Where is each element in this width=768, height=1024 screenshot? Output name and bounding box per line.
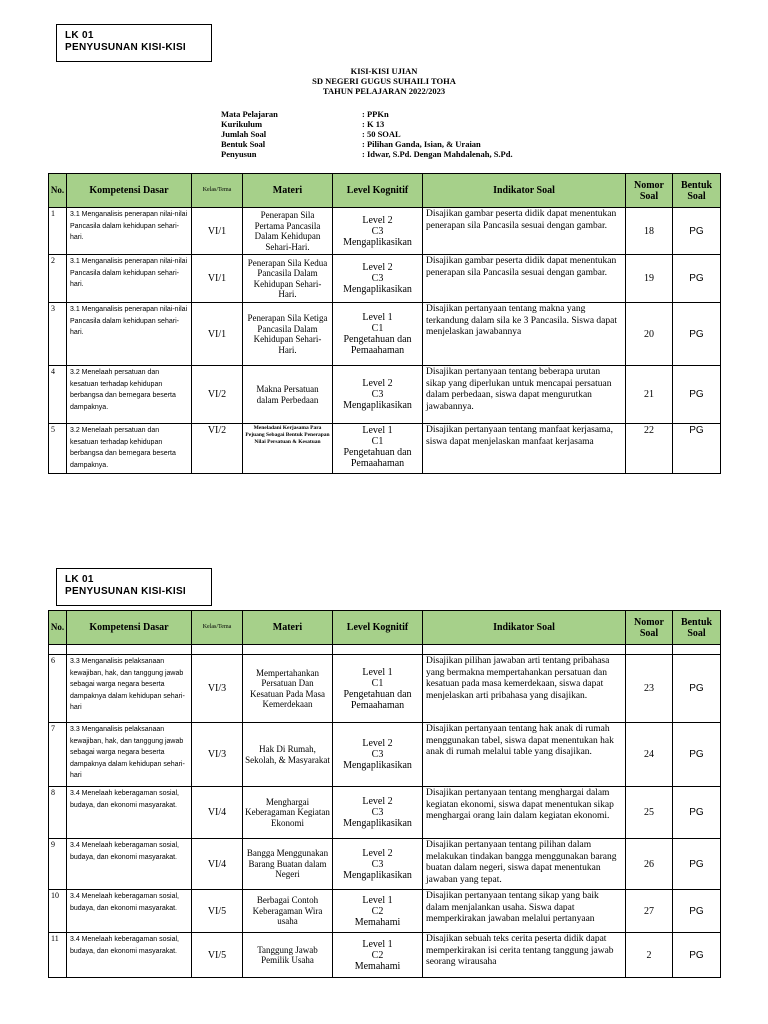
cell-bentuk-soal: PG (673, 255, 721, 303)
level-line: C3 (371, 749, 384, 760)
header-indikator-soal: Indikator Soal (423, 611, 626, 645)
cell-materi: Mempertahankan Persatuan Dan Kesatuan Pada Masa Kemerdekaan (243, 655, 333, 723)
header-materi: Materi (243, 174, 333, 208)
header-nomor-soal: Nomor Soal (626, 611, 673, 645)
cell-bentuk-soal: PG (673, 303, 721, 366)
cell-materi: Bangga Menggunakan Barang Buatan dalam Negeri (243, 839, 333, 890)
level-line: Pengetahuan dan Pemaahaman (343, 688, 412, 711)
meta-value: : Pilihan Ganda, Isian, & Uraian (362, 139, 481, 149)
level-line: Memahami (354, 960, 401, 972)
cell-materi: Tanggung Jawab Pemilik Usaha (243, 933, 333, 978)
table-row (49, 303, 721, 366)
cell-kelas-tema: VI/5 (192, 890, 243, 933)
cell-nomor-soal: 21 (626, 366, 673, 424)
level-line: Level 1 (362, 938, 393, 950)
level-line: Pengetahuan dan Pemaahaman (343, 334, 412, 356)
cell-kompetensi-dasar: 3.4 Menelaah keberagaman sosial, budaya, dan ekonomi masyarakat. (67, 839, 192, 890)
cell-kompetensi-dasar: 3.2 Menelaah persatuan dan kesatuan terhadap kehidupan berbangsa dan bernegara beserta dampaknya. (67, 424, 192, 474)
cell-level-kognitif (333, 655, 423, 723)
cell-nomor-soal: 24 (626, 723, 673, 787)
table-row (49, 933, 721, 978)
cell-level-kognitif (333, 787, 423, 839)
cell-level-kognitif (333, 303, 423, 366)
cell-no: 7 (49, 723, 67, 787)
cell-level-kognitif (333, 208, 423, 255)
kisi-table-2 (48, 610, 721, 978)
cell-kelas-tema: VI/5 (192, 933, 243, 978)
kisi-table-1 (48, 173, 721, 474)
cell-nomor-soal: 23 (626, 655, 673, 723)
table-row (49, 208, 721, 255)
document-meta (221, 109, 513, 159)
table-row (49, 787, 721, 839)
meta-value: : PPKn (362, 109, 389, 119)
cell-no: 5 (49, 424, 67, 474)
level-line: Mengaplikasikan (343, 869, 412, 881)
cell-nomor-soal: 22 (626, 424, 673, 474)
title-line: SD NEGERI GUGUS SUHAILI TOHA (312, 76, 456, 86)
meta-value: : 50 SOAL (362, 129, 401, 139)
level-line: Pengetahuan dan Pemaahaman (343, 447, 412, 469)
level-line: C3 (371, 807, 384, 818)
cell-bentuk-soal: PG (673, 208, 721, 255)
cell-kelas-tema: VI/3 (192, 723, 243, 787)
title-line: TAHUN PELAJARAN 2022/2023 (322, 86, 446, 96)
cell-indikator-soal: Disajikan gambar peserta didik dapat menentukan penerapan sila Pancasila sesuai dengan gambar. (423, 208, 626, 255)
meta-key: Mata Pelajaran (221, 109, 278, 119)
meta-value: : K 13 (362, 119, 385, 129)
table-row (49, 723, 721, 787)
cell-no: 2 (49, 255, 67, 303)
cell-no: 3 (49, 303, 67, 366)
header-nomor-soal: Nomor Soal (626, 174, 673, 208)
cell-no: 10 (49, 890, 67, 933)
cell-bentuk-soal: PG (673, 655, 721, 723)
cell-materi: Meneladani Kerjasama Para Pejuang Sebagai Bentuk Penerapan Nilai Persatuan & Kesatuan (243, 424, 333, 474)
level-line: C3 (371, 273, 384, 284)
cell-kompetensi-dasar: 3.1 Menganalisis penerapan nilai-nilai Pancasila dalam kehidupan sehari-hari. (67, 303, 192, 366)
cell-materi: Penerapan Sila Ketiga Pancasila Dalam Kehidupan Sehari-Hari. (243, 303, 333, 366)
level-line: Memahami (354, 916, 401, 928)
cell-indikator-soal: Disajikan pertanyaan tentang menghargai dalam kegiatan ekonomi, siswa dapat menentukan sikap menghargai orang lain dalam kegiatan ekonomi. (423, 787, 626, 839)
cell-nomor-soal: 2 (626, 933, 673, 978)
meta-row (221, 149, 513, 159)
lk-title: PENYUSUNAN KISI-KISI (65, 586, 187, 597)
level-line: Mengaplikasikan (343, 400, 412, 411)
header-kelas-tema: Kelas/Tema (192, 611, 243, 645)
cell-indikator-soal: Disajikan gambar peserta didik dapat menentukan penerapan sila Pancasila sesuai dengan gambar. (423, 255, 626, 303)
cell-nomor-soal: 19 (626, 255, 673, 303)
header-kompetensi-dasar: Kompetensi Dasar (67, 174, 192, 208)
cell-kompetensi-dasar: 3.3 Menganalisis pelaksanaan kewajiban, hak, dan tanggung jawab sebagai warga negara beserta dampaknya dalam kehidupan sehari-hari (67, 655, 192, 723)
cell-kompetensi-dasar: 3.1 Menganalisis penerapan nilai-nilai Pancasila dalam kehidupan sehari-hari. (67, 208, 192, 255)
cell-kompetensi-dasar: 3.3 Menganalisis pelaksanaan kewajiban, hak, dan tanggung jawab sebagai warga negara beserta dampaknya dalam kehidupan sehari-hari (67, 723, 192, 787)
cell-no: 8 (49, 787, 67, 839)
level-line: Mengaplikasikan (343, 818, 412, 829)
cell-kompetensi-dasar: 3.1 Menganalisis penerapan nilai-nilai Pancasila dalam kehidupan sehari-hari. (67, 255, 192, 303)
cell-kompetensi-dasar: 3.4 Menelaah keberagaman sosial, budaya, dan ekonomi masyarakat. (67, 787, 192, 839)
cell-indikator-soal: Disajikan pertanyaan tentang sikap yang baik dalam menjalankan usaha. Siswa dapat memperkirakan jawaban melalui pertanyaan (423, 890, 626, 933)
cell-nomor-soal: 27 (626, 890, 673, 933)
header-level-kognitif: Level Kognitif (333, 611, 423, 645)
cell-no: 6 (49, 655, 67, 723)
cell-level-kognitif (333, 255, 423, 303)
cell-kelas-tema: VI/4 (192, 787, 243, 839)
cell-no: 9 (49, 839, 67, 890)
level-line: C2 (371, 949, 384, 961)
level-line: C3 (371, 858, 384, 870)
table-row (49, 255, 721, 303)
level-line: Mengaplikasikan (343, 760, 412, 771)
cell-materi: Menghargai Keberagaman Kegiatan Ekonomi (243, 787, 333, 839)
level-line: Mengaplikasikan (343, 236, 412, 248)
cell-level-kognitif (333, 933, 423, 978)
meta-row (221, 129, 513, 139)
meta-row (221, 139, 513, 149)
cell-indikator-soal: Disajikan pertanyaan tentang beberapa urutan sikap yang diperlukan untuk mencapai persatuan dalam perbedaan, siswa dapat mengurutkan jawabannya. (423, 366, 626, 424)
level-line: C3 (371, 225, 384, 237)
level-line: Level 2 (362, 214, 393, 226)
level-line: Level 2 (362, 738, 393, 749)
cell-bentuk-soal: PG (673, 366, 721, 424)
cell-level-kognitif (333, 723, 423, 787)
lk-label-box (56, 568, 212, 606)
cell-indikator-soal: Disajikan pilihan jawaban arti tentang pribahasa yang bermakna mempertahankan persatuan dan kesatuan pada masa kemerdekaan, siswa dapat menjelaskan arti pribahasa yang disajikan. (423, 655, 626, 723)
cell-materi: Makna Persatuan dalam Perbedaan (243, 366, 333, 424)
cell-materi: Berbagai Contoh Keberagaman Wira usaha (243, 890, 333, 933)
cell-kelas-tema: VI/1 (192, 303, 243, 366)
cell-indikator-soal: Disajikan pertanyaan tentang makna yang terkandung dalam sila ke 3 Pancasila. Siswa dapat menjelaskan jawabannya (423, 303, 626, 366)
header-bentuk-soal: Bentuk Soal (673, 174, 721, 208)
cell-kelas-tema: VI/1 (192, 255, 243, 303)
cell-indikator-soal: Disajikan pertanyaan tentang pilihan dalam melakukan tindakan bangga menggunakan barang buatan dalam negeri, siswa dapat menentukan jawaban yang tepat. (423, 839, 626, 890)
header-kompetensi-dasar: Kompetensi Dasar (67, 611, 192, 645)
level-line: Level 1 (362, 666, 393, 678)
level-line: C2 (371, 905, 384, 917)
table-row (49, 366, 721, 424)
cell-no: 11 (49, 933, 67, 978)
header-kelas-tema: Kelas/Tema (192, 174, 243, 208)
cell-kelas-tema: VI/4 (192, 839, 243, 890)
meta-key: Penyusun (221, 149, 257, 159)
level-line: Level 1 (362, 894, 393, 906)
level-line: Level 2 (362, 796, 393, 807)
header-level-kognitif: Level Kognitif (333, 174, 423, 208)
level-line: Level 2 (362, 378, 393, 389)
cell-nomor-soal: 18 (626, 208, 673, 255)
table-row (49, 424, 721, 474)
level-line: Level 2 (362, 262, 393, 273)
level-line: Level 1 (362, 312, 393, 323)
blank-row (49, 645, 721, 655)
meta-value: : Idwar, S.Pd. Dengan Mahdalenah, S.Pd. (362, 149, 513, 159)
level-line: C3 (371, 389, 384, 400)
level-line: Level 2 (362, 847, 393, 859)
lk-title: PENYUSUNAN KISI-KISI (65, 42, 187, 53)
level-line: Mengaplikasikan (343, 284, 412, 295)
table-header-row (49, 174, 721, 208)
meta-key: Bentuk Soal (221, 139, 266, 149)
header-no: No. (49, 174, 67, 208)
lk-code: LK 01 (65, 574, 94, 585)
cell-kelas-tema: VI/2 (192, 424, 243, 474)
cell-kompetensi-dasar: 3.2 Menelaah persatuan dan kesatuan terhadap kehidupan berbangsa dan bernegara beserta dampaknya. (67, 366, 192, 424)
title-line: KISI-KISI UJIAN (350, 66, 418, 76)
cell-level-kognitif (333, 839, 423, 890)
table-header-row (49, 611, 721, 645)
header-indikator-soal: Indikator Soal (423, 174, 626, 208)
lk-label-box (56, 24, 212, 62)
lk-code: LK 01 (65, 30, 94, 41)
meta-key: Jumlah Soal (221, 129, 267, 139)
cell-no: 4 (49, 366, 67, 424)
table-row (49, 655, 721, 723)
cell-level-kognitif (333, 890, 423, 933)
cell-kompetensi-dasar: 3.4 Menelaah keberagaman sosial, budaya, dan ekonomi masyarakat. (67, 933, 192, 978)
cell-kompetensi-dasar: 3.4 Menelaah keberagaman sosial, budaya, dan ekonomi masyarakat. (67, 890, 192, 933)
level-line: Level 1 (362, 425, 393, 436)
table-row (49, 839, 721, 890)
meta-row (221, 119, 513, 129)
cell-kelas-tema: VI/2 (192, 366, 243, 424)
cell-bentuk-soal: PG (673, 723, 721, 787)
cell-level-kognitif (333, 366, 423, 424)
cell-nomor-soal: 26 (626, 839, 673, 890)
meta-row (221, 109, 513, 119)
cell-materi: Hak Di Rumah, Sekolah, & Masyarakat (243, 723, 333, 787)
cell-bentuk-soal: PG (673, 839, 721, 890)
cell-nomor-soal: 25 (626, 787, 673, 839)
document-title (0, 66, 768, 96)
header-no: No. (49, 611, 67, 645)
cell-bentuk-soal: PG (673, 933, 721, 978)
cell-materi: Penerapan Sila Kedua Pancasila Dalam Kehidupan Sehari-Hari. (243, 255, 333, 303)
header-bentuk-soal: Bentuk Soal (673, 611, 721, 645)
cell-level-kognitif (333, 424, 423, 474)
cell-bentuk-soal: PG (673, 424, 721, 474)
cell-indikator-soal: Disajikan sebuah teks cerita peserta didik dapat memperkirakan isi cerita tentang tanggung jawab seorang wirausaha (423, 933, 626, 978)
table-row (49, 890, 721, 933)
cell-bentuk-soal: PG (673, 890, 721, 933)
cell-kelas-tema: VI/1 (192, 208, 243, 255)
cell-no: 1 (49, 208, 67, 255)
cell-nomor-soal: 20 (626, 303, 673, 366)
meta-key: Kurikulum (221, 119, 263, 129)
cell-materi: Penerapan Sila Pertama Pancasila Dalam Kehidupan Sehari-Hari. (243, 208, 333, 255)
level-line: C1 (371, 677, 384, 689)
level-line: C1 (371, 436, 384, 447)
cell-indikator-soal: Disajikan pertanyaan tentang hak anak di rumah menggunakan tabel, siswa dapat menentukan hak anak di rumah melalui table yang disajikan. (423, 723, 626, 787)
level-line: C1 (371, 323, 384, 334)
header-materi: Materi (243, 611, 333, 645)
cell-indikator-soal: Disajikan pertanyaan tentang manfaat kerjasama, siswa dapat menjelaskan manfaat kerjasama (423, 424, 626, 474)
cell-bentuk-soal: PG (673, 787, 721, 839)
cell-kelas-tema: VI/3 (192, 655, 243, 723)
